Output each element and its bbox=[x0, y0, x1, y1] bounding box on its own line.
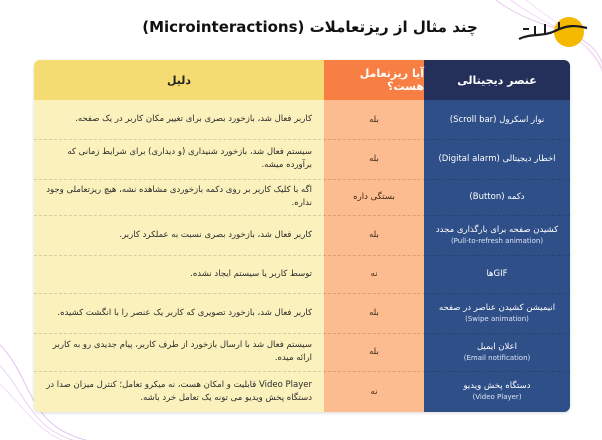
answer-cell: بله bbox=[369, 347, 379, 357]
element-name-en: (Email notification) bbox=[463, 353, 531, 362]
element-cell bbox=[424, 371, 570, 412]
table-row bbox=[34, 215, 570, 255]
element-name: کشیدن صفحه برای بارگذاری مجدد bbox=[435, 224, 559, 235]
answer-cell: بله bbox=[369, 230, 379, 240]
element-name: دکمه bbox=[507, 192, 525, 202]
table-row bbox=[34, 293, 570, 333]
reason-cell: اگه با کلیک کاربر بر روی دکمه بازخوردی مشاهده نشه، هیچ ریزتعاملی وجود نداره. bbox=[46, 185, 312, 208]
table-row bbox=[34, 371, 570, 412]
header-element: عنصر دیجیتالی bbox=[424, 60, 570, 100]
reason-cell: کاربر فعال شد، بازخورد تصویری که کاربر یک عنصر را با انگشت کشیده. bbox=[57, 307, 312, 318]
answer-cell: بله bbox=[369, 308, 379, 318]
element-name-en: (Video Player) bbox=[472, 393, 522, 401]
element-name: نوار اسکرول bbox=[499, 114, 545, 125]
reason-cell: Video Player قابلیت و امکان هست، نه میکرو تعامل؛ کنترل میزان صدا در دستگاه پخش ویدیو می تونه یک تعامل خرد باشه. bbox=[46, 379, 312, 403]
reason-cell: سیستم فعال شد با ارسال بازخورد از طرف کاربر، پیام جدیدی رو به کاربر ارائه میده. bbox=[52, 340, 312, 363]
answer-cell: نه bbox=[370, 386, 378, 397]
element-name-en: (Scroll bar) bbox=[449, 114, 497, 125]
element-cell bbox=[424, 215, 570, 255]
element-cell bbox=[424, 139, 570, 179]
brand-logo bbox=[513, 12, 591, 52]
answer-cell: بله bbox=[369, 114, 379, 125]
reason-cell: توسط کاربر یا سیستم ایجاد نشده. bbox=[190, 268, 312, 279]
table-row bbox=[34, 255, 570, 293]
element-cell bbox=[424, 255, 570, 293]
table-row bbox=[34, 179, 570, 215]
element-name: دستگاه پخش ویدیو bbox=[463, 381, 531, 391]
reason-cell: کاربر فعال شد، بازخورد بصری برای تغییر مکان کاربر در یک صفحه. bbox=[75, 114, 312, 124]
header-reason: دلیل bbox=[34, 60, 324, 100]
reason-cell: سیستم فعال شد، بازخورد شنیداری (و دیداری) برای شرایط زمانی که برآورده میشه. bbox=[67, 147, 312, 170]
page-title: چند مثال از ریزتعاملات (Microinteractions) bbox=[142, 18, 478, 36]
element-name: اخطار دیجیتالی bbox=[502, 154, 556, 164]
header-is-micro: آیا ریزتعامل هست؟ bbox=[324, 60, 424, 100]
element-cell bbox=[424, 179, 570, 215]
element-name: GIFها bbox=[486, 269, 508, 279]
reason-cell: کاربر فعال شد، بازخورد بصری نسبت به عملکرد کاربر. bbox=[119, 229, 312, 240]
comparison-table bbox=[34, 60, 570, 412]
table-row bbox=[34, 100, 570, 139]
element-name: انیمیشن کشیدن عناصر در صفحه bbox=[438, 302, 556, 313]
table-row bbox=[34, 139, 570, 179]
element-cell bbox=[424, 333, 570, 371]
element-name: اعلان ایمیل bbox=[476, 341, 518, 352]
element-cell bbox=[424, 100, 570, 139]
element-name-en: (Swipe animation) bbox=[465, 314, 529, 323]
answer-cell: بستگی داره bbox=[353, 192, 395, 202]
element-name-en: (Pull-to-refresh animation) bbox=[450, 236, 544, 245]
answer-cell: بله bbox=[369, 154, 379, 164]
table-row bbox=[34, 333, 570, 371]
element-cell bbox=[424, 293, 570, 333]
element-name-en: (Digital alarm) bbox=[438, 154, 500, 164]
answer-cell: نه bbox=[370, 269, 378, 279]
element-name-en: (Button) bbox=[469, 192, 505, 202]
